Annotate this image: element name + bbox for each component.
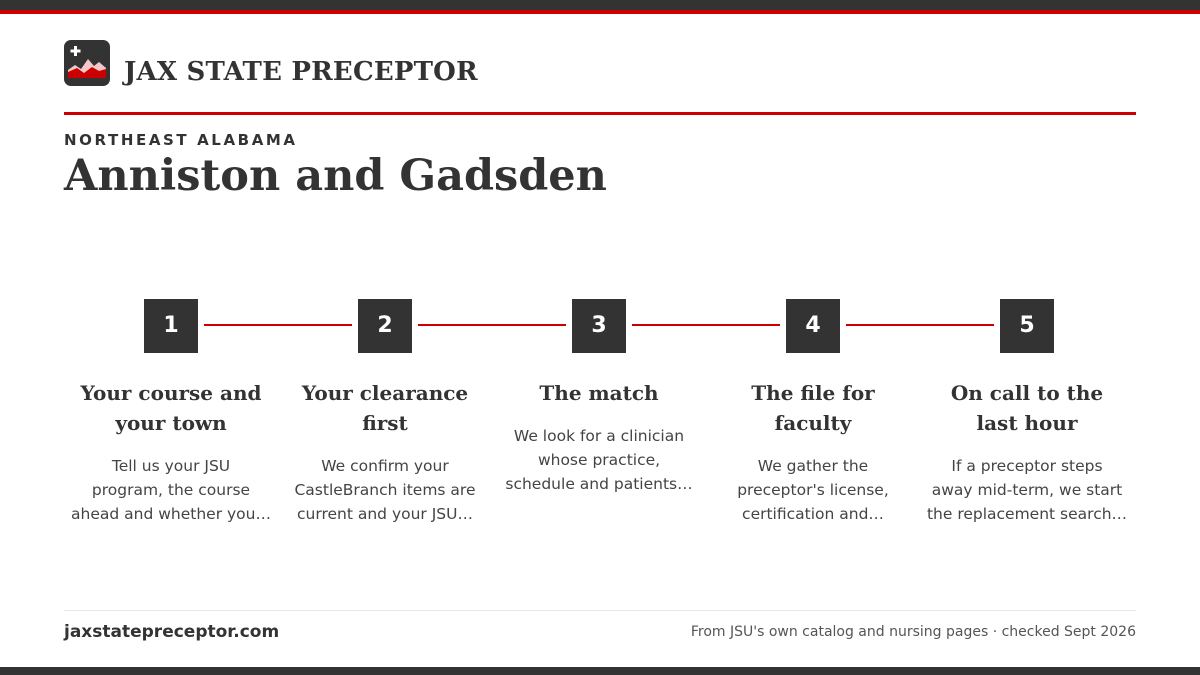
step-title-line: your town	[115, 411, 227, 435]
step-title	[64, 378, 278, 438]
top-border-bar	[0, 0, 1200, 10]
footer-site-link[interactable]: jaxstatepreceptor.com	[64, 622, 280, 642]
step-number-badge: 5	[1000, 299, 1054, 353]
step-description-line: ahead and whether you…	[71, 505, 271, 523]
step-title	[278, 378, 492, 438]
step-description-line: We gather the	[757, 457, 869, 475]
step-connector-line	[632, 324, 780, 326]
step-description	[492, 424, 706, 496]
bottom-border-bar	[0, 667, 1200, 675]
step-number-badge: 2	[358, 299, 412, 353]
step-description	[920, 454, 1134, 526]
step-description	[278, 454, 492, 526]
step-description	[706, 454, 920, 526]
step-title	[706, 378, 920, 438]
step-number-badge: 1	[144, 299, 198, 353]
page-title: Anniston and Gadsden	[64, 151, 607, 201]
step-description-line: away mid-term, we start	[931, 481, 1123, 499]
step-number-badge: 4	[786, 299, 840, 353]
step-description-line: Tell us your JSU	[111, 457, 231, 475]
step-description-line: whose practice,	[537, 451, 661, 469]
brand-name: JAX STATE PRECEPTOR	[124, 57, 478, 87]
step-description-line: current and your JSU…	[297, 505, 473, 523]
header-divider	[64, 112, 1136, 115]
medical-landscape-icon	[64, 40, 110, 86]
step-title-line: The match	[539, 381, 659, 405]
step-title-line: Your course and	[80, 381, 262, 405]
step-title-line: faculty	[774, 411, 852, 435]
step-title-line: last hour	[976, 411, 1078, 435]
step-title	[920, 378, 1134, 438]
step-description-line: program, the course	[91, 481, 251, 499]
step-title-line: The file for	[751, 381, 875, 405]
step-connector-line	[418, 324, 566, 326]
step-description-line: the replacement search…	[926, 505, 1128, 523]
step-connector-line	[204, 324, 352, 326]
step-connector-line	[846, 324, 994, 326]
step-description-line: We look for a clinician	[513, 427, 685, 445]
step-title	[492, 378, 706, 408]
step-description-line: preceptor's license,	[737, 481, 889, 499]
step-description	[64, 454, 278, 526]
step-description-line: We confirm your	[321, 457, 449, 475]
step-title-line: Your clearance	[301, 381, 469, 405]
top-accent-line	[0, 10, 1200, 14]
step-description-line: certification and…	[742, 505, 884, 523]
step-title-line: On call to the	[950, 381, 1104, 405]
step-description-line: schedule and patients…	[505, 475, 693, 493]
footer-divider	[64, 610, 1136, 611]
step-number-badge: 3	[572, 299, 626, 353]
step-description-line: If a preceptor steps	[951, 457, 1103, 475]
step-description-line: CastleBranch items are	[294, 481, 476, 499]
footer-source-note: From JSU's own catalog and nursing pages · checked Sept 2026	[690, 624, 1136, 640]
region-kicker: NORTHEAST ALABAMA	[64, 131, 298, 149]
step-title-line: first	[362, 411, 408, 435]
